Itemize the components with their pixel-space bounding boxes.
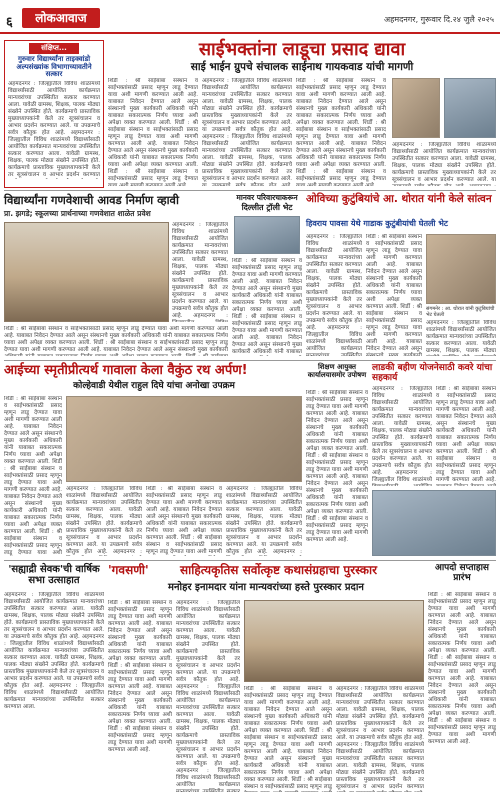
story5-body-c bbox=[146, 486, 222, 556]
story3-body bbox=[232, 258, 302, 356]
story10-headline: आपदो सप्ताहास प्रारंभ bbox=[434, 563, 490, 583]
divider bbox=[4, 190, 496, 191]
story3-kicker2: दिल्लीत ट्रॉली भेट bbox=[241, 203, 293, 212]
story10-body bbox=[428, 592, 496, 792]
story9-headline: साहित्यकृतिस सर्वोत्कृष्ट कथासंग्रहाचा पुरस्कार bbox=[180, 563, 378, 577]
story2-photo bbox=[4, 222, 169, 322]
story8-body bbox=[4, 592, 104, 792]
story5-headline: आईच्या स्मृतीप्रीत्यर्थ गावाला केला वैकुंठ रथ अर्पण! bbox=[4, 363, 248, 378]
story1-headline: साईभक्तांना लाडूचा प्रसाद द्यावा bbox=[198, 39, 406, 60]
page-number: ६ bbox=[6, 15, 13, 30]
brief-box bbox=[4, 40, 104, 188]
story1-body-c bbox=[296, 78, 386, 186]
brief-headline: गुरुवार विद्यार्थ्यांना ताइक्वांडो अल्पसंख्यांक विभागाच्यावतीने सत्कार bbox=[16, 55, 92, 79]
story4-subhead: हिवराय पावसा येथे गाडाक कुटुंबीयांची घेतली भेट bbox=[306, 219, 448, 228]
story1-photo-b bbox=[444, 78, 496, 138]
story4-body-a bbox=[306, 234, 362, 356]
story9-body-c bbox=[244, 686, 332, 792]
divider bbox=[4, 360, 496, 361]
story4-headline: ओविच्या कुटुंबियांचे आ. थोरात यांनी केले सांत्वन bbox=[306, 193, 492, 205]
story3-kicker: मानवर परिवारचाकरून bbox=[236, 193, 298, 202]
story1-photo-a bbox=[392, 78, 440, 138]
brief-body bbox=[5, 81, 103, 179]
story9-photo bbox=[244, 600, 424, 682]
story9-tag: 'गवसणी' bbox=[108, 563, 149, 577]
brand-logo: लोकआवाज bbox=[22, 8, 100, 28]
story3-photo bbox=[234, 216, 300, 254]
story9-body-b bbox=[176, 600, 240, 792]
divider bbox=[4, 560, 496, 561]
dateline: अहमदनगर, गुरूवार दि.२४ जुलै २०२५ bbox=[383, 15, 494, 24]
story7-body bbox=[306, 390, 368, 556]
story4-caption: संगमनेर : आ. थोरात यांनी कुटुंबियांची भेट घेतली bbox=[426, 306, 495, 318]
brief-tag: संक्षिप्त... bbox=[29, 43, 79, 54]
story9-subhead: मनोहर इनामदार यांना मान्यवरांच्या हस्ते पुरस्कार प्रदान bbox=[168, 582, 364, 593]
story4-photo bbox=[426, 234, 496, 304]
story6-headline: लाडकी बहीण योजनेसाठी कवरे यांचा सहकार्य bbox=[372, 363, 493, 383]
story2-body-a bbox=[172, 222, 228, 322]
story6-body-a bbox=[372, 386, 432, 486]
story2-headline: विद्यार्थ्यांना गणवेशाची आवड निर्माण व्हावी bbox=[4, 193, 179, 207]
story8-headline: 'सह्याद्री सेवक'ची वार्षिक सभा उत्साहात bbox=[8, 564, 100, 586]
story4-body-c bbox=[426, 320, 496, 356]
story5-photo bbox=[66, 396, 302, 482]
story2-body-b bbox=[4, 326, 228, 356]
story1-body-d bbox=[392, 142, 496, 186]
story1-subhead: साई भाईन ग्रुपचे संचालक साईनाथ गायकवाड यांची मागणी bbox=[190, 61, 414, 73]
story5-body-d bbox=[226, 486, 302, 556]
masthead bbox=[0, 0, 500, 34]
story5-body-b bbox=[66, 486, 142, 556]
story5-subhead: कोल्हेवाडी येथील राहुल दिघे यांचा अनोखा उपक्रम bbox=[73, 381, 235, 391]
story7-kicker: शिक्षण आयुक्त कार्यालयासमोर उपोषण bbox=[307, 363, 367, 379]
story9-body-d bbox=[336, 686, 424, 792]
story6-photo bbox=[372, 490, 496, 556]
story5-body-a bbox=[4, 396, 62, 556]
story6-body-b bbox=[436, 386, 496, 486]
story2-subhead: प्रा. झगडे; स्कूलच्या प्रार्थनाच्या गणवेशात शाळेत प्रवेश bbox=[4, 209, 151, 218]
story1-body-a bbox=[108, 78, 198, 186]
story4-body-b bbox=[366, 234, 422, 356]
story1-body-b bbox=[202, 78, 292, 186]
story9-body-a bbox=[108, 600, 172, 792]
